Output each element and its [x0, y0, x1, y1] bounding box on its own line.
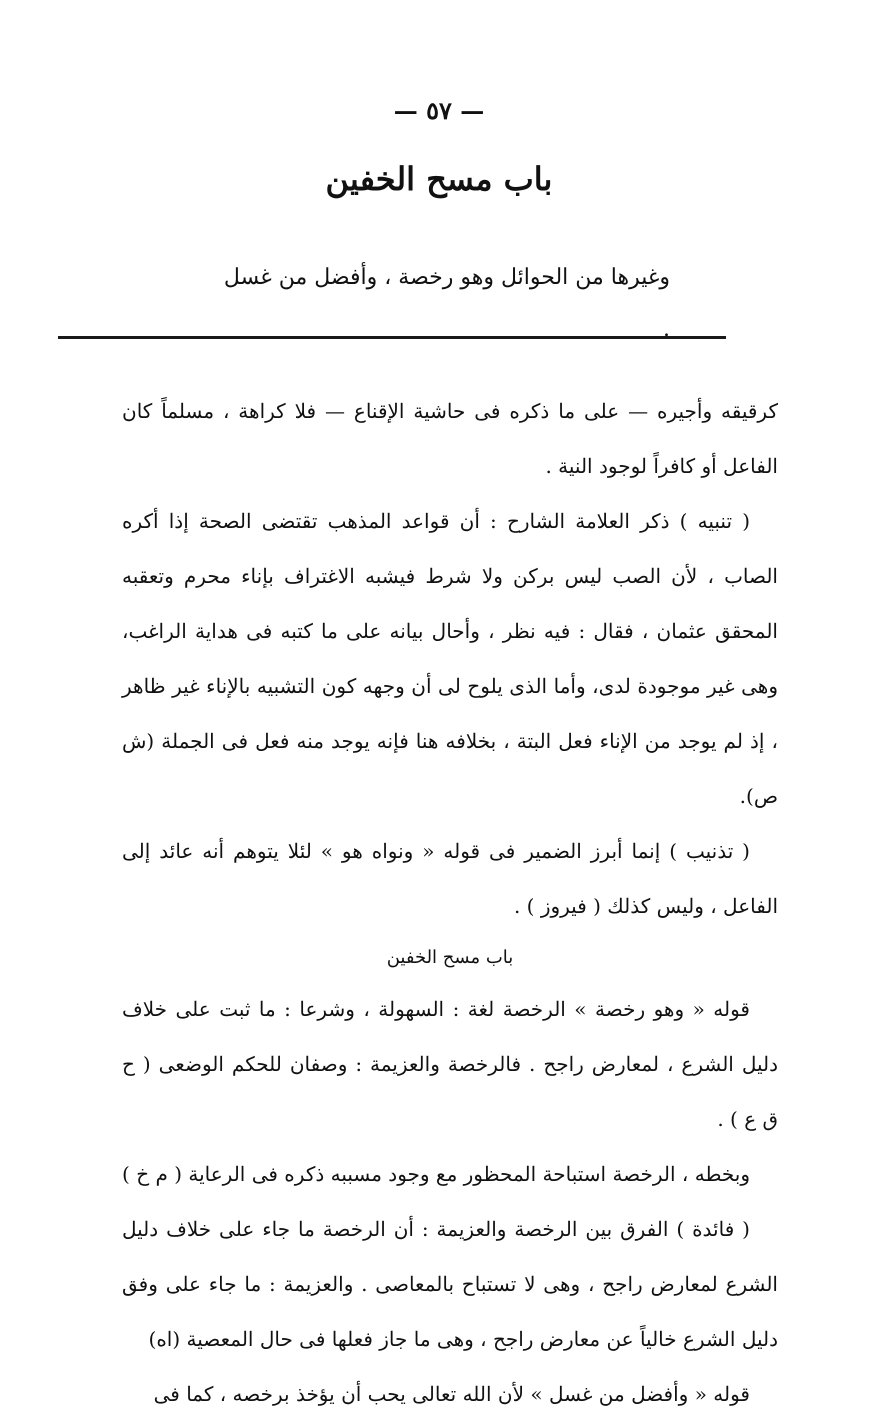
commentary-paragraph: كرقيقه وأجيره — على ما ذكره فى حاشية الإقناع — فلا كراهة ، مسلماً كان الفاعل أو كافراً لوجود النية . [122, 399, 778, 478]
commentary-paragraph: قوله « وأفضل من غسل » لأن الله تعالى يحب أن يؤخذ برخصه ، كما فى [153, 1382, 750, 1406]
commentary-paragraph: قوله « وهو رخصة » الرخصة لغة : السهولة ، وشرعا : ما ثبت على خلاف دليل الشرع ، لمعارض راجح . فالرخصة والعزيمة : وصفان للحكم الوضعى ( ح ق ع ) . [122, 997, 778, 1131]
page-number: — ٥٧ — [393, 96, 485, 125]
chapter-title: باب مسح الخفين [325, 160, 553, 198]
main-text: وغيرها من الحوائل وهو رخصة ، وأفضل من غسل . [223, 265, 670, 342]
commentary-text [122, 384, 778, 1422]
commentary-paragraph: ( تنبيه ) ذكر العلامة الشارح : أن قواعد المذهب تقتضى الصحة إذا أكره الصاب ، لأن الصب ليس بركن ولا شرط فيشبه الاغتراف بإناء محرم وتعقبه المحقق عثمان ، فقال : فيه نظر ، وأحال بيانه على ما كتبه فى هداية الراغب، وهى غير موجودة لدى، وأما الذى يلوح لى أن وجهه كون التشبيه بالإناء غير ظاهر ، إذ لم يوجد من الإناء فعل البتة ، بخلافه هنا فإنه يوجد منه فعل فى الجملة (ش ص). [122, 509, 778, 808]
commentary-paragraph: ( تذنيب ) إنما أبرز الضمير فى قوله « ونواه هو » لئلا يتوهم أنه عائد إلى الفاعل ، وليس كذلك ( فيروز ) . [122, 839, 778, 918]
section-divider [58, 336, 726, 339]
commentary-paragraph: وبخطه ، الرخصة استباحة المحظور مع وجود مسببه ذكره فى الرعاية ( م خ ) [122, 1162, 750, 1186]
commentary-subheading: باب مسح الخفين [386, 947, 514, 968]
commentary-paragraph: ( فائدة ) الفرق بين الرخصة والعزيمة : أن الرخصة ما جاء على خلاف دليل الشرع لمعارض راجح ، وهى لا تستباح بالمعاصى . والعزيمة : ما جاء على وفق دليل الشرع خالياً عن معارض راجح ، وهى ما جاز فعلها فى حال المعصية (اه) [122, 1217, 778, 1351]
